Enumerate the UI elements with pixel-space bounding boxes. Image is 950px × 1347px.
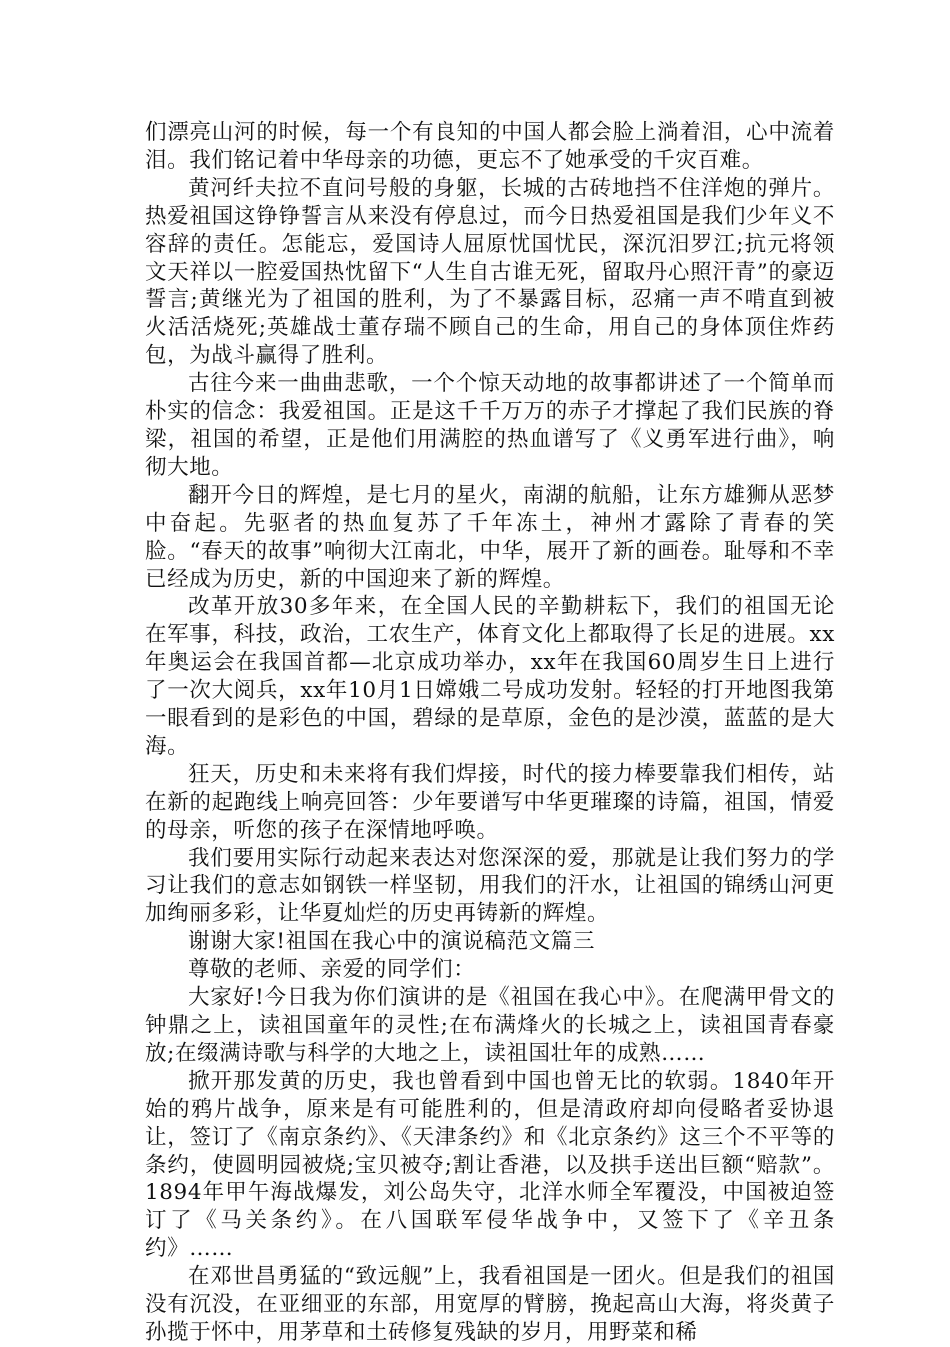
paragraph-continuation: 们漂亮山河的时候，每一个有良知的中国人都会脸上淌着泪，心中流着泪。我们铭记着中华母亲的功德，更忘不了她承受的千灾百难。 — [145, 120, 835, 173]
paragraph-history: 掀开那发黄的历史，我也曾看到中国也曾无比的软弱。1840年开始的鸦片战争，原来是有可能胜利的，但是清政府却向侵略者妥协退让，签订了《南京条约》、《天津条约》和《北京条约》这三个不平等的条约，使圆明园被烧;宝贝被夺;割让香港，以及拱手送出巨额“赔款”。1894年甲午海战爆发，刘公岛失守，北洋水师全军覆没，中国被迫签订了《马关条约》。在八国联军侵华战争中，又签下了《辛丑条约》…… — [145, 1068, 835, 1262]
section-heading-part-three: 谢谢大家!祖国在我心中的演说稿范文篇三 — [188, 929, 596, 955]
paragraph-greeting: 大家好!今日我为你们演讲的是《祖国在我心中》。在爬满甲骨文的钟鼎之上，读祖国童年的灵性;在布满烽火的长城之上，读祖国青春豪放;在缀满诗歌与科学的大地之上，读祖国壮年的成熟…… — [145, 985, 835, 1066]
paragraph-relay-baton: 狂天，历史和未来将有我们焊接，时代的接力棒要靠我们相传，站在新的起跑线上响亮回答：少年要谱写中华更璀璨的诗篇，祖国，情爱的母亲，听您的孩子在深情地呼唤。 — [145, 761, 835, 843]
paragraph-ancient-songs: 古往今来一曲曲悲歌，一个个惊天动地的故事都讲述了一个简单而朴实的信念：我爱祖国。正是这千千万万的赤子才撑起了我们民族的脊梁，祖国的希望，正是他们用满腔的热血谱写了《义勇军进行曲》，响彻大地。 — [145, 371, 835, 480]
paragraph-deng-shichang: 在邓世昌勇猛的“致远舰”上，我看祖国是一团火。但是我们的祖国没有沉没，在亚细亚的东部，用宽厚的臂膀，挽起高山大海，将炎黄子孙揽于怀中，用茅草和土砖修复残缺的岁月，用野菜和稀 — [145, 1264, 835, 1345]
salutation: 尊敬的老师、亲爱的同学们： — [188, 957, 476, 983]
paragraph-practical-action: 我们要用实际行动起来表达对您深深的爱，那就是让我们努力的学习让我们的意志如钢铁一样坚韧，用我们的汗水，让祖国的锦绣山河更加绚丽多彩，让华夏灿烂的历史再铸新的辉煌。 — [145, 845, 835, 927]
paragraph-reform-opening: 改革开放30多年来，在全国人民的辛勤耕耘下，我们的祖国无论在军事，科技，政治，工农生产，体育文化上都取得了长足的进展。xx年奥运会在我国首都—北京成功举办，xx年在我国60周岁生日上进行了一次大阅兵，xx年10月1日嫦娥二号成功发射。轻轻的打开地图我第一眼看到的是彩色的中国，碧绿的是草原，金色的是沙漠，蓝蓝的是大海。 — [145, 594, 835, 759]
paragraph-todays-glory: 翻开今日的辉煌，是七月的星火，南湖的航船，让东方雄狮从恶梦中奋起。先驱者的热血复苏了千年冻土，神州才露除了青春的笑脸。“春天的故事”响彻大江南北，中华，展开了新的画卷。耻辱和不幸已经成为历史，新的中国迎来了新的辉煌。 — [145, 482, 835, 592]
paragraph-yellow-river: 黄河纤夫拉不直问号般的身躯，长城的古砖地挡不住洋炮的弹片。热爱祖国这铮铮誓言从来没有停息过，而今日热爱祖国是我们少年义不容辞的责任。怎能忘，爱国诗人屈原忧国忧民，深沉汨罗江;抗元将领文天祥以一腔爱国热忱留下“人生自古谁无死，留取丹心照汗青”的豪迈誓言;黄继光为了祖国的胜利，为了不暴露目标，忍痛一声不啃直到被火活活烧死;英雄战士董存瑞不顾自己的生命，用自己的身体顶住炸药包，为战斗赢得了胜利。 — [145, 175, 835, 369]
speech-text-body — [145, 119, 835, 1347]
